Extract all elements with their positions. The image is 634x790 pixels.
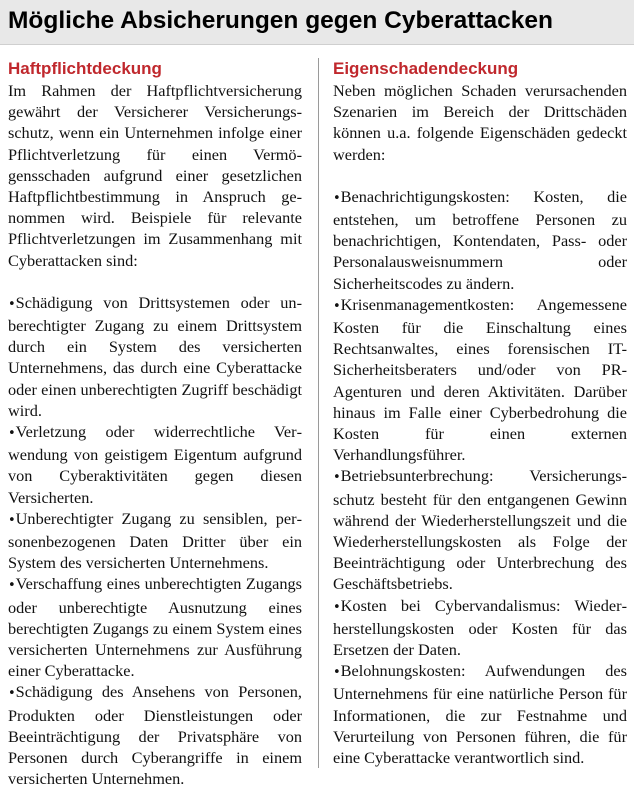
bullet-icon: • [8, 686, 16, 702]
bullet-text: Belohnungskosten: Aufwendungen des Unternehmens für eine natürliche Person für Informationen, die zur Festnahme und Verurteilung von Personen führen, die für eine Cyberattacke verantwortlich sind. [333, 661, 627, 768]
bullet-text: Benachrichtigungskosten: Kosten, die entstehen, um betroffene Personen zu benachrichtigen, Kontendaten, Pass- oder Personalausweisnummern oder Sicherheitscodes zu ändern. [333, 186, 627, 293]
list-item [8, 421, 302, 508]
list-item [8, 508, 302, 574]
list-item [333, 294, 627, 466]
bullet-icon: • [333, 665, 341, 681]
right-column [333, 58, 627, 768]
spacer [333, 165, 627, 186]
list-item [8, 292, 302, 421]
right-intro: Neben möglichen Schaden verursachenden Szenarien im Bereich der Drittschäden können u.a. folgende Eigenschäden gedeckt werden: [333, 81, 627, 164]
bullet-icon: • [333, 599, 341, 615]
spacer [8, 271, 302, 292]
list-item [333, 465, 627, 594]
bullet-text: Schädigung des Ansehens von Personen, Produkten oder Dienstleistungen oder Beeinträchtigung der Privatsphäre von Personen durch Cyberangriffe in einem versicherten Unternehmen. [8, 682, 302, 789]
page-title: Mögliche Absicherungen gegen Cyberattacken [8, 7, 554, 34]
bullet-text: Kosten bei Cybervandalismus: Wiederherstellungskosten oder Kosten für das Ersetzen der Daten. [333, 595, 627, 660]
bullet-text: Krisenmanagementkosten: Angemessene Kosten für die Einschaltung eines Rechtsanwaltes, eines forensischen IT-Sicherheitsberaters und/oder von PR-Agenturen und deren Aktivitäten. Darüber hinaus im Falle einer Cyberbedrohung die Kosten für einen externen Verhandlungsführer. [333, 294, 627, 465]
bullet-icon: • [333, 470, 341, 486]
bullet-text: Verletzung oder widerrechtliche Verwendung von geistigem Eigentum aufgrund von Cyberaktivitäten gegen diesen Versicherten. [8, 422, 302, 507]
bullet-icon: • [8, 426, 16, 442]
bullet-text: Verschaffung eines unberechtigten Zugangs oder unberechtigte Ausnutzung eines berechtigten Zugangs zu einem System eines versicherten Unternehmens zur Ausführung einer Cyberattacke. [8, 574, 302, 681]
left-column [8, 58, 302, 790]
title-bar [0, 0, 634, 45]
bullet-text: Unberechtigter Zugang zu sensiblen, personenbezogenen Daten Dritter über ein System des versicherten Unternehmens. [8, 508, 302, 573]
bullet-icon: • [8, 512, 16, 528]
bullet-icon: • [333, 190, 341, 206]
list-item [333, 186, 627, 294]
right-heading: Eigenschadendeckung [333, 59, 519, 78]
left-intro: Im Rahmen der Haftpflichtversicherung gewährt der Versicherer Versicherungsschutz, wenn ein Unternehmen infolge einer Pflichtverletzung für einen Vermögensschaden aufgrund einer gesetzlichen Haftpflichtbestimmung in Anspruch genommen wird. Beispiele für relevante Pflichtverletzungen im Zusammenhang mit Cyberattacken sind: [8, 81, 302, 270]
bullet-text: Schädigung von Drittsystemen oder unberechtigter Zugang zu einem Drittsystem durch ein System des versicherten Unternehmens, das durch eine Cyberattacke oder einen unberechtigten Zugriff beschädigt wird. [8, 292, 302, 420]
left-heading: Haftpflichtdeckung [8, 59, 162, 78]
list-item [333, 660, 627, 768]
list-item [333, 595, 627, 661]
bullet-text: Betriebsunterbrechung: Versicherungsschutz besteht für den entgangenen Gewinn während der Wiederherstellungszeit und die Wiederherstellungskosten als Folge der Beeinträchtigung oder Unterbrechung des Geschäftsbetriebs. [333, 466, 627, 594]
bullet-icon: • [8, 578, 16, 594]
list-item [8, 681, 302, 789]
list-item [8, 573, 302, 681]
bullet-icon: • [8, 296, 16, 312]
bullet-icon: • [333, 298, 341, 314]
column-divider [318, 58, 319, 768]
